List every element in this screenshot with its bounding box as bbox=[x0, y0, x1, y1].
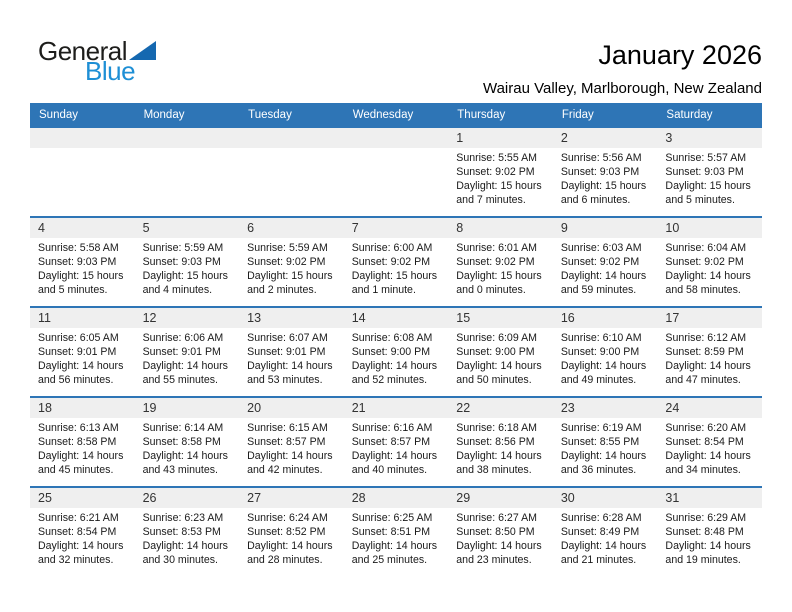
day-cell bbox=[553, 218, 658, 306]
daylight-text-line1: Daylight: 14 hours bbox=[142, 540, 228, 552]
day-number: 17 bbox=[657, 308, 762, 328]
daylight-text-line1: Daylight: 14 hours bbox=[560, 450, 647, 462]
day-number bbox=[135, 128, 240, 148]
day-details bbox=[135, 418, 240, 477]
day-cell bbox=[30, 308, 135, 396]
sunset-text: Sunset: 9:03 PM bbox=[560, 166, 640, 178]
sunset-text: Sunset: 8:57 PM bbox=[351, 436, 431, 448]
sunset-text: Sunset: 9:00 PM bbox=[560, 346, 640, 358]
day-number: 18 bbox=[30, 398, 135, 418]
day-number: 4 bbox=[30, 218, 135, 238]
daylight-text-line1: Daylight: 14 hours bbox=[351, 450, 438, 462]
sunset-text: Sunset: 9:03 PM bbox=[142, 256, 221, 268]
day-cell bbox=[448, 128, 553, 216]
day-number: 22 bbox=[448, 398, 553, 418]
day-cell bbox=[30, 218, 135, 306]
sunset-text: Sunset: 8:57 PM bbox=[247, 436, 326, 448]
weekday-label: Monday bbox=[143, 108, 185, 121]
daylight-text-line2: and 34 minutes. bbox=[665, 464, 741, 476]
daylight-text-line1: Daylight: 14 hours bbox=[560, 540, 647, 552]
daylight-text-line2: and 50 minutes. bbox=[456, 374, 532, 386]
calendar-grid bbox=[30, 126, 762, 576]
day-cell bbox=[448, 398, 553, 486]
sunrise-text: Sunrise: 6:24 AM bbox=[247, 512, 328, 524]
day-number: 11 bbox=[30, 308, 135, 328]
sunrise-text: Sunrise: 6:21 AM bbox=[38, 512, 119, 524]
daylight-text-line2: and 19 minutes. bbox=[665, 554, 741, 566]
daylight-text-line1: Daylight: 14 hours bbox=[665, 540, 751, 552]
day-details bbox=[135, 148, 240, 151]
sunset-text: Sunset: 9:00 PM bbox=[351, 346, 431, 358]
day-cell bbox=[657, 128, 762, 216]
sunset-text: Sunset: 9:02 PM bbox=[456, 166, 535, 178]
daylight-text-line2: and 42 minutes. bbox=[247, 464, 323, 476]
day-number: 1 bbox=[448, 128, 553, 148]
day-cell bbox=[135, 218, 240, 306]
day-number: 9 bbox=[553, 218, 658, 238]
daylight-text-line2: and 4 minutes. bbox=[142, 284, 213, 296]
day-number bbox=[344, 128, 449, 148]
day-details bbox=[239, 418, 344, 477]
weekday-label: Thursday bbox=[457, 108, 506, 121]
day-details bbox=[135, 328, 240, 387]
sunset-text: Sunset: 8:50 PM bbox=[456, 526, 535, 538]
sunset-text: Sunset: 8:49 PM bbox=[560, 526, 640, 538]
daylight-text-line1: Daylight: 14 hours bbox=[38, 450, 124, 462]
sunrise-text: Sunrise: 6:04 AM bbox=[665, 242, 747, 254]
day-number: 13 bbox=[239, 308, 344, 328]
weekday-label: Tuesday bbox=[248, 108, 292, 121]
daylight-text-line1: Daylight: 14 hours bbox=[560, 360, 647, 372]
daylight-text-line2: and 5 minutes. bbox=[38, 284, 108, 296]
day-cell bbox=[553, 308, 658, 396]
sunrise-text: Sunrise: 5:59 AM bbox=[247, 242, 328, 254]
daylight-text-line1: Daylight: 15 hours bbox=[456, 270, 542, 282]
sunrise-text: Sunrise: 6:14 AM bbox=[142, 422, 224, 434]
day-cell bbox=[657, 398, 762, 486]
sunset-text: Sunset: 9:02 PM bbox=[247, 256, 326, 268]
sunrise-text: Sunrise: 6:06 AM bbox=[142, 332, 224, 344]
day-details bbox=[657, 148, 762, 207]
day-number: 27 bbox=[239, 488, 344, 508]
day-number: 10 bbox=[657, 218, 762, 238]
day-details bbox=[344, 328, 449, 387]
day-number: 28 bbox=[344, 488, 449, 508]
daylight-text-line2: and 21 minutes. bbox=[560, 554, 637, 566]
day-details bbox=[448, 328, 553, 387]
sunset-text: Sunset: 8:53 PM bbox=[142, 526, 221, 538]
sunrise-text: Sunrise: 5:55 AM bbox=[456, 152, 537, 164]
day-cell bbox=[239, 398, 344, 486]
day-cell bbox=[448, 308, 553, 396]
sunset-text: Sunset: 8:58 PM bbox=[142, 436, 221, 448]
sunrise-text: Sunrise: 5:59 AM bbox=[142, 242, 224, 254]
sunset-text: Sunset: 8:52 PM bbox=[247, 526, 326, 538]
sunrise-text: Sunrise: 6:13 AM bbox=[38, 422, 119, 434]
day-details bbox=[344, 238, 449, 297]
daylight-text-line1: Daylight: 15 hours bbox=[456, 180, 542, 192]
day-number: 26 bbox=[135, 488, 240, 508]
day-cell bbox=[344, 398, 449, 486]
daylight-text-line1: Daylight: 14 hours bbox=[665, 450, 751, 462]
day-number: 19 bbox=[135, 398, 240, 418]
daylight-text-line2: and 59 minutes. bbox=[560, 284, 637, 296]
sunset-text: Sunset: 9:00 PM bbox=[456, 346, 535, 358]
daylight-text-line2: and 47 minutes. bbox=[665, 374, 741, 386]
daylight-text-line2: and 43 minutes. bbox=[142, 464, 218, 476]
day-cell bbox=[239, 218, 344, 306]
daylight-text-line1: Daylight: 14 hours bbox=[38, 540, 124, 552]
daylight-text-line2: and 38 minutes. bbox=[456, 464, 532, 476]
title-block bbox=[483, 40, 762, 97]
daylight-text-line2: and 56 minutes. bbox=[38, 374, 114, 386]
daylight-text-line1: Daylight: 14 hours bbox=[247, 450, 333, 462]
weekday-label: Sunday bbox=[39, 108, 79, 121]
sunrise-text: Sunrise: 6:27 AM bbox=[456, 512, 537, 524]
sunset-text: Sunset: 9:03 PM bbox=[38, 256, 117, 268]
daylight-text-line1: Daylight: 14 hours bbox=[456, 450, 542, 462]
daylight-text-line2: and 23 minutes. bbox=[456, 554, 532, 566]
day-number: 15 bbox=[448, 308, 553, 328]
sunrise-text: Sunrise: 5:57 AM bbox=[665, 152, 747, 164]
daylight-text-line1: Daylight: 15 hours bbox=[247, 270, 333, 282]
day-details bbox=[239, 148, 344, 151]
daylight-text-line2: and 55 minutes. bbox=[142, 374, 218, 386]
weekday-label: Friday bbox=[561, 108, 594, 121]
day-cell bbox=[448, 218, 553, 306]
week-row bbox=[30, 216, 762, 306]
day-details bbox=[135, 238, 240, 297]
daylight-text-line1: Daylight: 14 hours bbox=[247, 360, 333, 372]
day-number bbox=[30, 128, 135, 148]
daylight-text-line2: and 1 minute. bbox=[351, 284, 416, 296]
day-details bbox=[657, 328, 762, 387]
daylight-text-line2: and 0 minutes. bbox=[456, 284, 526, 296]
daylight-text-line2: and 52 minutes. bbox=[351, 374, 428, 386]
sunrise-text: Sunrise: 5:58 AM bbox=[38, 242, 119, 254]
day-details bbox=[553, 418, 658, 477]
daylight-text-line2: and 7 minutes. bbox=[456, 194, 526, 206]
day-details bbox=[448, 238, 553, 297]
sunrise-text: Sunrise: 6:09 AM bbox=[456, 332, 537, 344]
sunrise-text: Sunrise: 6:20 AM bbox=[665, 422, 747, 434]
sunset-text: Sunset: 8:48 PM bbox=[665, 526, 744, 538]
sunrise-text: Sunrise: 6:01 AM bbox=[456, 242, 537, 254]
day-cell bbox=[553, 128, 658, 216]
sunset-text: Sunset: 9:01 PM bbox=[38, 346, 117, 358]
day-number: 24 bbox=[657, 398, 762, 418]
general-blue-logo bbox=[38, 38, 156, 84]
page-subtitle: Wairau Valley, Marlborough, New Zealand bbox=[482, 80, 762, 97]
sunset-text: Sunset: 9:01 PM bbox=[247, 346, 326, 358]
day-details bbox=[239, 508, 344, 567]
weekday-label: Wednesday bbox=[352, 108, 414, 121]
day-cell bbox=[135, 128, 240, 216]
day-cell bbox=[344, 488, 449, 576]
day-cell bbox=[30, 128, 135, 216]
day-cell bbox=[135, 308, 240, 396]
day-details bbox=[553, 238, 658, 297]
day-details bbox=[448, 418, 553, 477]
weekday-header bbox=[30, 103, 762, 126]
day-number: 16 bbox=[553, 308, 658, 328]
day-cell bbox=[239, 128, 344, 216]
day-number: 2 bbox=[553, 128, 658, 148]
day-details bbox=[657, 418, 762, 477]
sunset-text: Sunset: 8:55 PM bbox=[560, 436, 640, 448]
sunset-text: Sunset: 8:56 PM bbox=[456, 436, 535, 448]
daylight-text-line1: Daylight: 14 hours bbox=[247, 540, 333, 552]
day-details bbox=[30, 148, 135, 151]
sunrise-text: Sunrise: 6:10 AM bbox=[560, 332, 642, 344]
sunset-text: Sunset: 9:01 PM bbox=[142, 346, 221, 358]
sunset-text: Sunset: 8:59 PM bbox=[665, 346, 744, 358]
sunset-text: Sunset: 8:58 PM bbox=[38, 436, 117, 448]
sunrise-text: Sunrise: 6:16 AM bbox=[351, 422, 433, 434]
sunrise-text: Sunrise: 5:56 AM bbox=[560, 152, 642, 164]
daylight-text-line2: and 32 minutes. bbox=[38, 554, 114, 566]
week-row bbox=[30, 306, 762, 396]
daylight-text-line1: Daylight: 14 hours bbox=[351, 360, 438, 372]
day-cell bbox=[344, 128, 449, 216]
daylight-text-line2: and 53 minutes. bbox=[247, 374, 323, 386]
daylight-text-line2: and 45 minutes. bbox=[38, 464, 114, 476]
sunrise-text: Sunrise: 6:03 AM bbox=[560, 242, 642, 254]
week-row bbox=[30, 396, 762, 486]
day-cell bbox=[239, 488, 344, 576]
day-number: 21 bbox=[344, 398, 449, 418]
day-details bbox=[239, 328, 344, 387]
day-number: 14 bbox=[344, 308, 449, 328]
day-number: 6 bbox=[239, 218, 344, 238]
sunrise-text: Sunrise: 6:25 AM bbox=[351, 512, 433, 524]
day-details bbox=[344, 148, 449, 151]
daylight-text-line2: and 49 minutes. bbox=[560, 374, 637, 386]
day-cell bbox=[657, 488, 762, 576]
sunrise-text: Sunrise: 6:18 AM bbox=[456, 422, 537, 434]
daylight-text-line1: Daylight: 15 hours bbox=[351, 270, 438, 282]
day-cell bbox=[135, 398, 240, 486]
day-number: 30 bbox=[553, 488, 658, 508]
day-cell bbox=[657, 308, 762, 396]
daylight-text-line1: Daylight: 15 hours bbox=[665, 180, 751, 192]
day-number: 8 bbox=[448, 218, 553, 238]
daylight-text-line2: and 30 minutes. bbox=[142, 554, 218, 566]
day-details bbox=[448, 508, 553, 567]
day-details bbox=[30, 508, 135, 567]
day-number: 25 bbox=[30, 488, 135, 508]
day-details bbox=[30, 238, 135, 297]
day-cell bbox=[344, 308, 449, 396]
sunrise-text: Sunrise: 6:08 AM bbox=[351, 332, 433, 344]
calendar bbox=[30, 103, 762, 576]
day-number: 29 bbox=[448, 488, 553, 508]
daylight-text-line1: Daylight: 14 hours bbox=[142, 360, 228, 372]
day-details bbox=[239, 238, 344, 297]
day-cell bbox=[30, 398, 135, 486]
day-cell bbox=[553, 398, 658, 486]
daylight-text-line1: Daylight: 14 hours bbox=[665, 360, 751, 372]
day-details bbox=[344, 418, 449, 477]
daylight-text-line2: and 6 minutes. bbox=[560, 194, 631, 206]
sunset-text: Sunset: 9:02 PM bbox=[351, 256, 431, 268]
daylight-text-line1: Daylight: 14 hours bbox=[456, 540, 542, 552]
sunrise-text: Sunrise: 6:28 AM bbox=[560, 512, 642, 524]
daylight-text-line2: and 2 minutes. bbox=[247, 284, 317, 296]
sunrise-text: Sunrise: 6:00 AM bbox=[351, 242, 433, 254]
week-row bbox=[30, 126, 762, 216]
weekday-label: Saturday bbox=[666, 108, 713, 121]
day-details bbox=[135, 508, 240, 567]
daylight-text-line1: Daylight: 15 hours bbox=[560, 180, 647, 192]
daylight-text-line1: Daylight: 14 hours bbox=[560, 270, 647, 282]
sunset-text: Sunset: 9:03 PM bbox=[665, 166, 744, 178]
daylight-text-line1: Daylight: 14 hours bbox=[456, 360, 542, 372]
sunset-text: Sunset: 8:51 PM bbox=[351, 526, 431, 538]
daylight-text-line1: Daylight: 14 hours bbox=[38, 360, 124, 372]
day-cell bbox=[239, 308, 344, 396]
daylight-text-line2: and 25 minutes. bbox=[351, 554, 428, 566]
sunrise-text: Sunrise: 6:19 AM bbox=[560, 422, 642, 434]
week-row bbox=[30, 486, 762, 576]
sunset-text: Sunset: 8:54 PM bbox=[38, 526, 117, 538]
sunrise-text: Sunrise: 6:07 AM bbox=[247, 332, 328, 344]
day-details bbox=[657, 508, 762, 567]
sunrise-text: Sunrise: 6:23 AM bbox=[142, 512, 224, 524]
day-cell bbox=[553, 488, 658, 576]
day-cell bbox=[344, 218, 449, 306]
daylight-text-line2: and 5 minutes. bbox=[665, 194, 735, 206]
day-cell bbox=[30, 488, 135, 576]
day-details bbox=[30, 328, 135, 387]
logo-text-general: General bbox=[38, 36, 127, 66]
daylight-text-line1: Daylight: 14 hours bbox=[665, 270, 751, 282]
logo-text-blue: Blue bbox=[85, 56, 136, 86]
daylight-text-line1: Daylight: 15 hours bbox=[142, 270, 228, 282]
day-number: 7 bbox=[344, 218, 449, 238]
day-number: 12 bbox=[135, 308, 240, 328]
sunset-text: Sunset: 8:54 PM bbox=[665, 436, 744, 448]
sunset-text: Sunset: 9:02 PM bbox=[560, 256, 640, 268]
day-details bbox=[657, 238, 762, 297]
day-details bbox=[448, 148, 553, 207]
daylight-text-line2: and 36 minutes. bbox=[560, 464, 637, 476]
daylight-text-line2: and 58 minutes. bbox=[665, 284, 741, 296]
sunrise-text: Sunrise: 6:15 AM bbox=[247, 422, 328, 434]
day-details bbox=[553, 148, 658, 207]
day-cell bbox=[135, 488, 240, 576]
day-details bbox=[553, 508, 658, 567]
day-details bbox=[344, 508, 449, 567]
daylight-text-line1: Daylight: 15 hours bbox=[38, 270, 124, 282]
day-number: 5 bbox=[135, 218, 240, 238]
page-title: January 2026 bbox=[598, 40, 762, 70]
sunrise-text: Sunrise: 6:12 AM bbox=[665, 332, 747, 344]
day-number bbox=[239, 128, 344, 148]
sunrise-text: Sunrise: 6:05 AM bbox=[38, 332, 119, 344]
day-number: 31 bbox=[657, 488, 762, 508]
daylight-text-line1: Daylight: 14 hours bbox=[142, 450, 228, 462]
day-number: 20 bbox=[239, 398, 344, 418]
day-cell bbox=[448, 488, 553, 576]
daylight-text-line1: Daylight: 14 hours bbox=[351, 540, 438, 552]
sunset-text: Sunset: 9:02 PM bbox=[456, 256, 535, 268]
day-cell bbox=[657, 218, 762, 306]
daylight-text-line2: and 28 minutes. bbox=[247, 554, 323, 566]
sunset-text: Sunset: 9:02 PM bbox=[665, 256, 744, 268]
sunrise-text: Sunrise: 6:29 AM bbox=[665, 512, 747, 524]
day-number: 3 bbox=[657, 128, 762, 148]
day-details bbox=[553, 328, 658, 387]
day-details bbox=[30, 418, 135, 477]
daylight-text-line2: and 40 minutes. bbox=[351, 464, 428, 476]
day-number: 23 bbox=[553, 398, 658, 418]
